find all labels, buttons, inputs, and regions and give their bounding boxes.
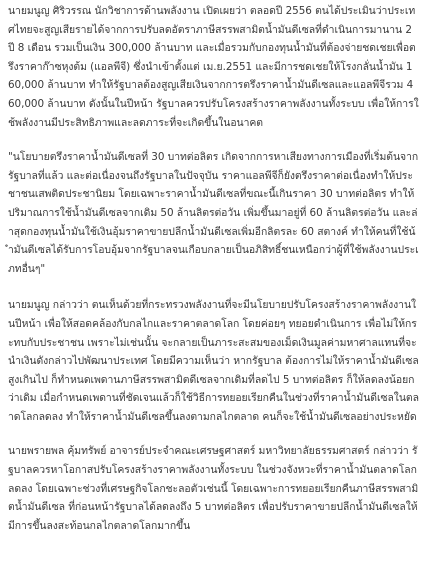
paragraph-manoon-opinion: นายมนูญ กล่าวว่า ตนเห็นด้วยที่กระทรวงพลังงานที่จะมีนโยบายปรับโครงสร้างราคาพลังงานในปีหน้า เพื่อให้สอดคล้องกับกลไกและราคาตลาดโลก โดยค่อยๆ ทยอยดำเนินการ เพื่อไม่ให้กระทบกับประชาชน เพราะไม่เช่นนั้น จะกลายเป็นภาระสะสมของเม็ดเงินมูลค่ามหาศาลแทนที่จะนำเงินดังกล่าวไปพัฒนาประเทศ โดยมีความเห็นว่า หากรัฐบาล ต้องการไม่ให้ราคาน้ำมันดีเซลสูงเกินไป ก็ทำหนดเพดานภาษีสรรพสามิตดีเซลจากเดิมที่ลดไป 5 บาทต่อลิตร ก็ให้ลดลงน้อยกว่าเดิม เมื่อกำหนดเพดานที่ชัดเจนแล้วก็ใช้วิธีการทยอยเรียกคืนในช่วงที่ราคาน้ำมันดีเซลในตลาดโลกลดลง ทำให้ราคาน้ำมันดีเซลขึ้นลงตามกลไกตลาด คนก็จะใช้น้ำมันดีเซลอย่างประหยัด (8, 299, 419, 423)
paragraph-intro: นายมนูญ ศิริวรรณ นักวิชาการด้านพลังงาน เปิดเผยว่า ตลอดปี 2556 ตนได้ประเมินว่าประเทศไทยจะสูญเสียรายได้จากการปรับลดอัตราภาษีสรรพสามิตน้ำมันดีเซลที่ดำเนินการมานาน 2 ปี 8 เดือน รวมเป็นเงิน 300,000 ล้านบาท และเมื่อรวมกับกองทุนน้ำมันที่ต้องจ่ายชดเชยเพื่อตรึงราคาก๊าซหุงต้ม (แอลพีจี) ซึ่งนำเข้าตั้งแต่ เม.ย.2551 และมีการชดเชยให้โรงกลั่นน้ำมัน 160,000 ล้านบาท ทำให้รัฐบาลต้องสูญเสียเงินจากการตรึงราคาน้ำมันดีเซลและแอลพีจีรวม 460,000 ล้านบาท ดังนั้นในปีหน้า รัฐบาลควรปรับโครงสร้างราคาพลังงานทั้งระบบ เพื่อให้การใช้พลังงานมีประสิทธิภาพและลดภาระที่จะเกิดขึ้นในอนาคต (8, 5, 419, 129)
paragraph-quote: "นโยบายตรึงราคาน้ำมันดีเซลที่ 30 บาทต่อลิตร เกิดจากการหาเสียงทางการเมืองที่เริ่มต้นจากรัฐบาลที่แล้ว และต่อเนื่องจนถึงรัฐบาลในปัจจุบัน ราคาแอลพีจีก็ยังตรึงราคาต่อเนื่องทำให้ประชาชนเสพติดประชานิยม โดยเฉพาะราคาน้ำมันดีเซลที่ขณะนี้เกินราคา 30 บาทต่อลิตร ทำให้ปริมาณการใช้น้ำมันดีเซลจากเดิม 50 ล้านลิตรต่อวัน เพิ่มขึ้นมาอยู่ที่ 60 ล้านลิตรต่อวัน และล่าสุดกองทุนน้ำมันใช้เงินอุ้มราคาขายปลีกน้ำมันดีเซลเพิ่มอีกลิตรละ 60 สตางค์ ทำให้คนที่ใช้น้ำมันดีเซลได้รับการโอบอุ้มจากรัฐบาลจนเกือบกลายเป็นอภิสิทธิ์ชนเหนือกว่าผู้ที่ใช้พลังงานประเภทอื่นๆ" (8, 151, 419, 275)
paragraph-praipol-opinion: นายพรายพล คุ้มทรัพย์ อาจารย์ประจำคณะเศรษฐศาสตร์ มหาวิทยาลัยธรรมศาสตร์ กล่าวว่า รัฐบาลควรหาโอกาสปรับโครงสร้างราคาพลังงานทั้งระบบ ในช่วงจังหวะที่ราคาน้ำมันตลาดโลกลดลง โดยเฉพาะช่วงที่เศรษฐกิจโลกชะลอตัวเช่นนี้ โดยเฉพาะการทยอยเรียกคืนภาษีสรรพสามิตน้ำมันดีเซล ที่ก่อนหน้ารัฐบาลได้ลดลงถึง 5 บาทต่อลิตร เพื่อปรับราคาขายปลีกน้ำมันดีเซลให้มีการขึ้นลงสะท้อนกลไกตลาดโลกมากขึ้น (8, 445, 419, 532)
